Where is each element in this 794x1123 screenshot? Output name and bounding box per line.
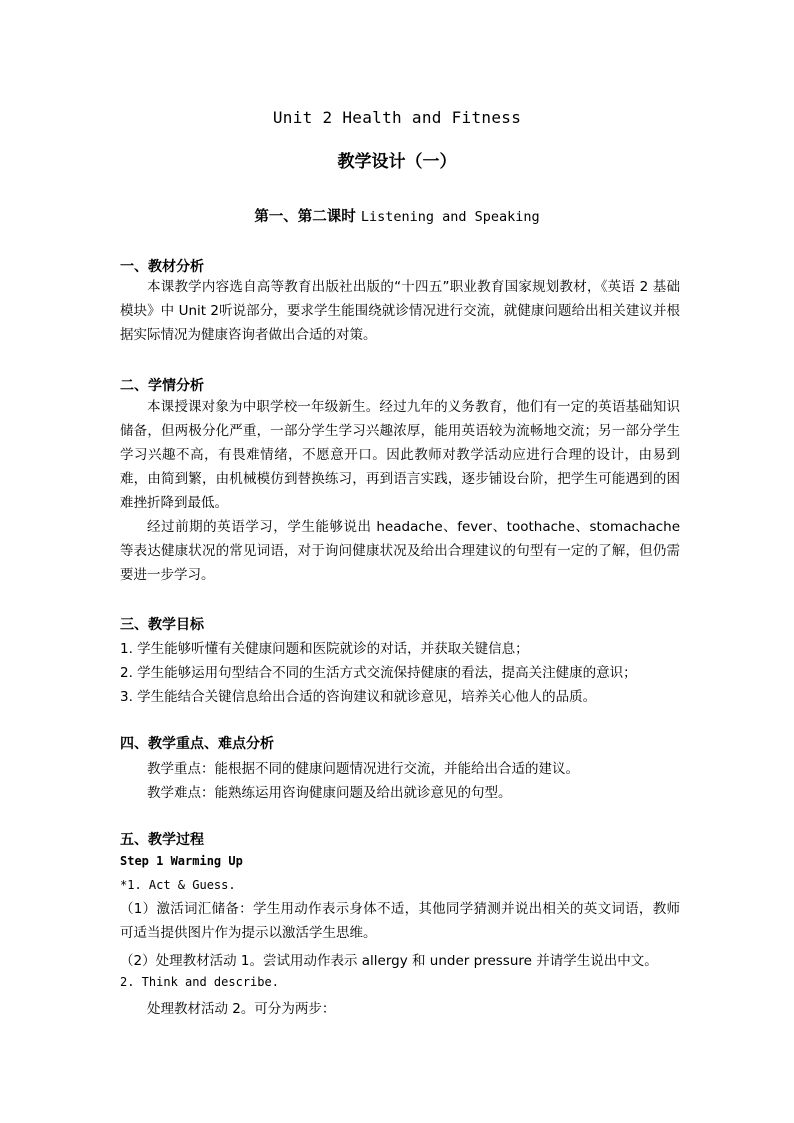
section-heading-teaching-process: 五、教学过程 [120, 832, 204, 848]
section-heading-textbook-analysis: 一、教材分析 [120, 259, 204, 275]
section-heading-teaching-objectives: 三、教学目标 [120, 617, 204, 633]
lesson-heading-en: Listening and Speaking [360, 209, 540, 225]
objective-item-2: 2. 学生能够运用句型结合不同的生活方式交流保持健康的看法，提高关注健康的意识； [120, 665, 637, 681]
objective-item-3: 3. 学生能结合关键信息给出合适的咨询建议和就诊意见，培养关心他人的品质。 [120, 689, 597, 705]
section-heading-student-analysis: 二、学情分析 [120, 378, 204, 394]
activity-2-intro: 处理教材活动 2。可分为两步： [147, 1001, 336, 1017]
step-1-heading: Step 1 Warming Up [120, 854, 243, 868]
lesson-heading [0, 205, 794, 226]
student-analysis-paragraph-2: 经过前期的英语学习，学生能够说出 headache、fever、toothache、stomachache 等表达健康状况的常见词语，对于询问健康状况及给出合理建议的句型有一定的了解，但仍需要进一步学习。 [120, 519, 680, 583]
key-point-text: 教学重点：能根据不同的健康问题情况进行交流，并能给出合适的建议。 [147, 761, 579, 777]
activity-item-2: （2）处理教材活动 1。尝试用动作表示 allergy 和 under pressure 并请学生说出中文。 [120, 953, 658, 969]
activity-item-1: （1）激活词汇储备：学生用动作表示身体不适，其他同学猜测并说出相关的英文词语，教师可适当提供图片作为提示以激活学生思维。 [120, 901, 680, 941]
document-title: Unit 2 Health and Fitness [272, 108, 522, 127]
textbook-analysis-paragraph: 本课教学内容选自高等教育出版社出版的“十四五”职业教育国家规划教材，《英语 2 基础模块》中 Unit 2听说部分，要求学生能围绕就诊情况进行交流，就健康问题给出相关建议并根据实际情况为健康咨询者做出合适的对策。 [120, 279, 680, 343]
student-analysis-paragraph-1: 本课授课对象为中职学校一年级新生。经过九年的义务教育，他们有一定的英语基础知识储备，但两极分化严重，一部分学生学习兴趣浓厚，能用英语较为流畅地交流；另一部分学生学习兴趣不高，有畏难情绪，不愿意开口。因此教师对教学活动应进行合理的设计，由易到难，由简到繁，由机械模仿到替换练习，再到语言实践，逐步铺设台阶，把学生可能遇到的困难挫折降到最低。 [120, 399, 680, 511]
document-subtitle: 教学设计（一） [337, 152, 457, 172]
activity-think-describe: 2. Think and describe. [120, 975, 279, 989]
lesson-heading-cn: 第一、第二课时 [254, 209, 356, 225]
difficult-point-text: 教学难点：能熟练运用咨询健康问题及给出就诊意见的句型。 [147, 785, 512, 801]
section-heading-key-difficult-points: 四、教学重点、难点分析 [120, 736, 274, 752]
objective-item-1: 1. 学生能够听懂有关健康问题和医院就诊的对话，并获取关键信息； [120, 641, 529, 657]
activity-act-guess: *1. Act & Guess. [120, 878, 236, 892]
